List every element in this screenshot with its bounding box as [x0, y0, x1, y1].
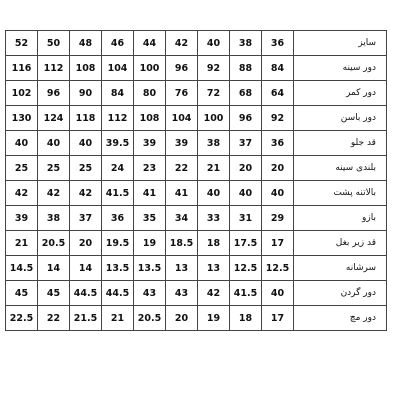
table-cell: 20: [70, 231, 102, 256]
row-label: قد زیر بغل: [294, 231, 387, 256]
table-cell: 19.5: [102, 231, 134, 256]
table-cell: 44.5: [70, 281, 102, 306]
table-cell: 14: [38, 256, 70, 281]
table-cell: 14.5: [6, 256, 38, 281]
table-cell: 40: [70, 131, 102, 156]
table-row: [6, 281, 387, 306]
table-cell: 64: [262, 81, 294, 106]
table-cell: 14: [70, 256, 102, 281]
row-label: سایز: [294, 31, 387, 56]
table-cell: 96: [38, 81, 70, 106]
table-row: [6, 181, 387, 206]
table-cell: 36: [262, 31, 294, 56]
table-cell: 50: [38, 31, 70, 56]
table-cell: 39: [6, 206, 38, 231]
table-cell: 22: [166, 156, 198, 181]
table-cell: 38: [230, 31, 262, 56]
table-row: [6, 31, 387, 56]
row-label: بازو: [294, 206, 387, 231]
table-cell: 20.5: [38, 231, 70, 256]
table-cell: 52: [6, 31, 38, 56]
table-cell: 100: [198, 106, 230, 131]
table-cell: 42: [166, 31, 198, 56]
table-cell: 39: [134, 131, 166, 156]
table-cell: 34: [166, 206, 198, 231]
table-cell: 40: [198, 181, 230, 206]
table-cell: 24: [102, 156, 134, 181]
table-cell: 43: [166, 281, 198, 306]
table-cell: 84: [262, 56, 294, 81]
table-cell: 124: [38, 106, 70, 131]
row-label: بلندی سینه: [294, 156, 387, 181]
table-cell: 20.5: [134, 306, 166, 331]
table-cell: 18: [198, 231, 230, 256]
row-label: دور کمر: [294, 81, 387, 106]
table-cell: 112: [102, 106, 134, 131]
table-cell: 17.5: [230, 231, 262, 256]
table-cell: 13: [198, 256, 230, 281]
table-cell: 21: [102, 306, 134, 331]
table-cell: 39: [166, 131, 198, 156]
table-cell: 25: [38, 156, 70, 181]
table-cell: 90: [70, 81, 102, 106]
table-cell: 104: [102, 56, 134, 81]
table-cell: 38: [38, 206, 70, 231]
table-row: [6, 206, 387, 231]
row-label: دور باسن: [294, 106, 387, 131]
table-cell: 92: [262, 106, 294, 131]
table-cell: 80: [134, 81, 166, 106]
row-label: قد جلو: [294, 131, 387, 156]
table-cell: 108: [134, 106, 166, 131]
table-row: [6, 231, 387, 256]
table-cell: 33: [198, 206, 230, 231]
table-cell: 20: [166, 306, 198, 331]
table-cell: 44.5: [102, 281, 134, 306]
table-cell: 17: [262, 231, 294, 256]
row-label: دور سینه: [294, 56, 387, 81]
table-row: [6, 156, 387, 181]
row-label: دور مچ: [294, 306, 387, 331]
table-cell: 108: [70, 56, 102, 81]
table-cell: 102: [6, 81, 38, 106]
table-row: [6, 131, 387, 156]
table-cell: 13.5: [134, 256, 166, 281]
row-label: دور گردن: [294, 281, 387, 306]
table-cell: 104: [166, 106, 198, 131]
table-row: [6, 56, 387, 81]
table-row: [6, 306, 387, 331]
size-chart-table: [5, 30, 387, 331]
table-cell: 23: [134, 156, 166, 181]
table-cell: 72: [198, 81, 230, 106]
table-cell: 29: [262, 206, 294, 231]
table-cell: 40: [230, 181, 262, 206]
table-cell: 41: [166, 181, 198, 206]
table-cell: 21: [198, 156, 230, 181]
row-label: سرشانه: [294, 256, 387, 281]
table-cell: 19: [134, 231, 166, 256]
table-cell: 40: [262, 181, 294, 206]
table-row: [6, 106, 387, 131]
table-cell: 88: [230, 56, 262, 81]
table-cell: 40: [198, 31, 230, 56]
table-cell: 18.5: [166, 231, 198, 256]
table-cell: 42: [70, 181, 102, 206]
table-cell: 41.5: [102, 181, 134, 206]
table-cell: 35: [134, 206, 166, 231]
table-cell: 41: [134, 181, 166, 206]
table-cell: 116: [6, 56, 38, 81]
table-cell: 112: [38, 56, 70, 81]
table-cell: 68: [230, 81, 262, 106]
table-cell: 42: [6, 181, 38, 206]
table-cell: 17: [262, 306, 294, 331]
table-cell: 40: [6, 131, 38, 156]
table-cell: 100: [134, 56, 166, 81]
table-cell: 25: [70, 156, 102, 181]
table-cell: 39.5: [102, 131, 134, 156]
table-cell: 130: [6, 106, 38, 131]
table-cell: 36: [262, 131, 294, 156]
table-cell: 45: [38, 281, 70, 306]
table-cell: 21.5: [70, 306, 102, 331]
table-row: [6, 81, 387, 106]
size-chart-body: [6, 31, 387, 331]
table-cell: 41.5: [230, 281, 262, 306]
table-cell: 40: [262, 281, 294, 306]
table-cell: 48: [70, 31, 102, 56]
table-cell: 37: [230, 131, 262, 156]
table-cell: 45: [6, 281, 38, 306]
table-cell: 22: [38, 306, 70, 331]
table-cell: 92: [198, 56, 230, 81]
table-cell: 96: [230, 106, 262, 131]
table-cell: 12.5: [230, 256, 262, 281]
table-cell: 20: [230, 156, 262, 181]
table-cell: 84: [102, 81, 134, 106]
table-cell: 76: [166, 81, 198, 106]
table-cell: 42: [198, 281, 230, 306]
table-cell: 13: [166, 256, 198, 281]
table-cell: 20: [262, 156, 294, 181]
table-row: [6, 256, 387, 281]
table-cell: 37: [70, 206, 102, 231]
table-cell: 22.5: [6, 306, 38, 331]
table-cell: 43: [134, 281, 166, 306]
row-label: بالاتنه پشت: [294, 181, 387, 206]
table-cell: 38: [198, 131, 230, 156]
table-cell: 21: [6, 231, 38, 256]
table-cell: 31: [230, 206, 262, 231]
table-cell: 25: [6, 156, 38, 181]
table-cell: 12.5: [262, 256, 294, 281]
table-cell: 19: [198, 306, 230, 331]
table-cell: 13.5: [102, 256, 134, 281]
table-cell: 18: [230, 306, 262, 331]
table-cell: 46: [102, 31, 134, 56]
table-cell: 118: [70, 106, 102, 131]
table-cell: 96: [166, 56, 198, 81]
table-cell: 44: [134, 31, 166, 56]
table-cell: 36: [102, 206, 134, 231]
table-cell: 42: [38, 181, 70, 206]
table-cell: 40: [38, 131, 70, 156]
